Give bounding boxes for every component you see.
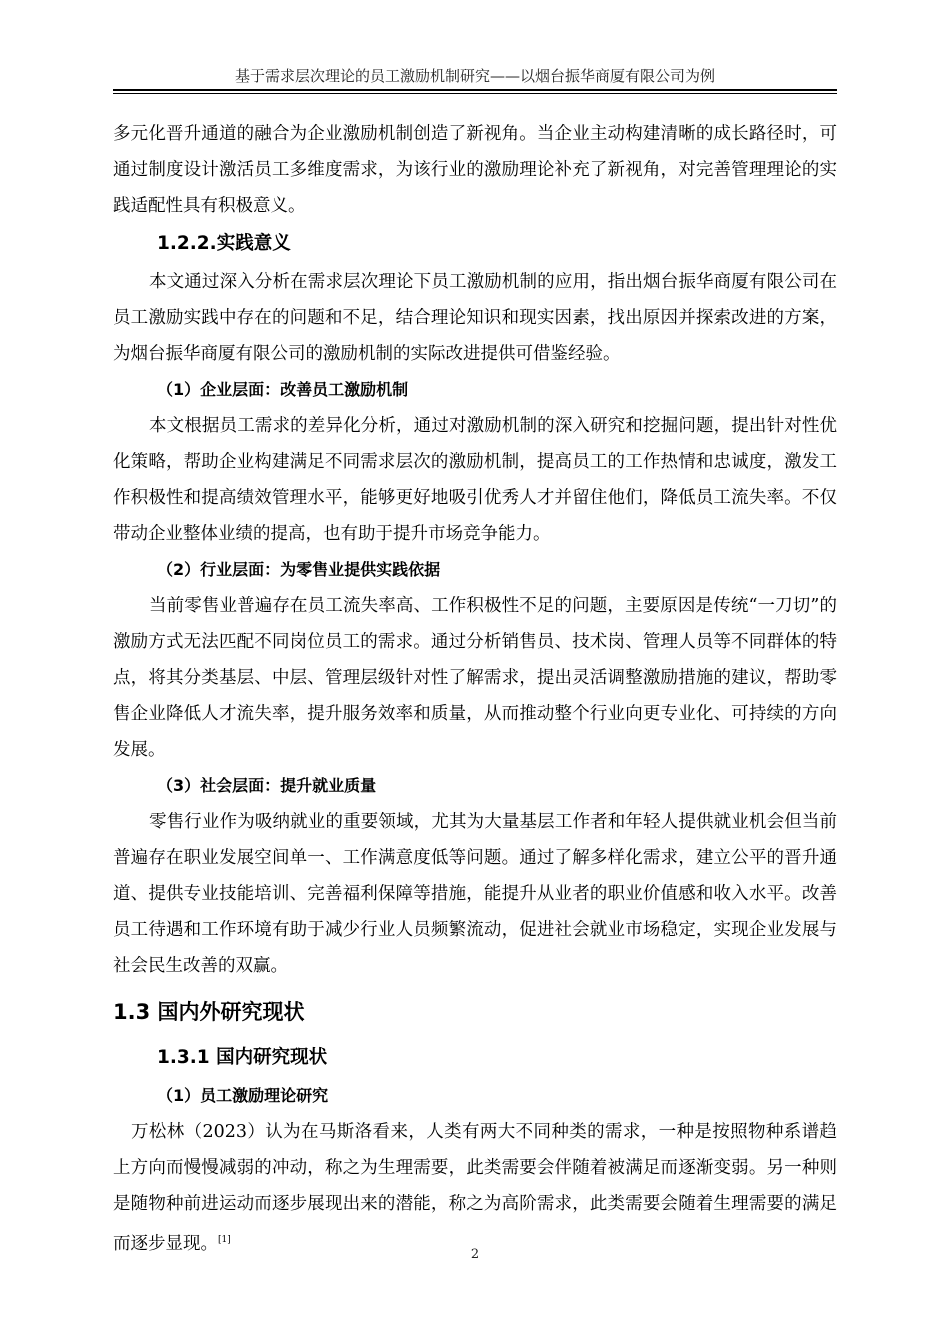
heading-1-2-2: 1.2.2.实践意义 [157, 233, 291, 254]
paragraph-society: 零售行业作为吸纳就业的重要领域，尤其为大量基层工作者和年轻人提供就业机会但当前普遍存在职业发展空间单一、工作满意度低等问题。通过了解多样化需求，建立公平的晋升通道、提供专业技能培训、完善福利保障等措施，能提升从业者的职业价值感和收入水平。改善员工待遇和工作环境有助于减少行业人员频繁流动，促进社会就业市场稳定，实现企业发展与社会民生改善的双赢。 [113, 812, 837, 976]
heading-1-3: 1.3 国内外研究现状 [113, 1000, 305, 1024]
citation-ref[interactable]: [1] [218, 1235, 231, 1245]
paragraph-theory [113, 1114, 837, 1262]
page-number: 2 [470, 1247, 480, 1262]
header-rule-thin [113, 93, 837, 94]
document-body [113, 116, 837, 1262]
heading-enterprise-level: （1）企业层面：改善员工激励机制 [157, 380, 409, 399]
header-rule-thick [113, 89, 837, 91]
paragraph-theory-text: 万松林（2023）认为在马斯洛看来，人类有两大不同种类的需求，一种是按照物种系谱趋上方向而慢慢减弱的冲动，称之为生理需要，此类需要会伴随着被满足而逐渐变弱。另一种则是随物种前进运动而逐步展现出来的潜能，称之为高阶需求，此类需要会随着生理需要的满足而逐步显现。 [113, 1122, 837, 1254]
paragraph-industry: 当前零售业普遍存在员工流失率高、工作积极性不足的问题，主要原因是传统“一刀切”的激励方式无法匹配不同岗位员工的需求。通过分析销售员、技术岗、管理人员等不同群体的特点，将其分类基层、中层、管理层级针对性了解需求，提出灵活调整激励措施的建议，帮助零售企业降低人才流失率，提升服务效率和质量，从而推动整个行业向更专业化、可持续的方向发展。 [113, 596, 837, 760]
paragraph-intro: 多元化晋升通道的融合为企业激励机制创造了新视角。当企业主动构建清晰的成长路径时，可通过制度设计激活员工多维度需求，为该行业的激励理论补充了新视角，对完善管理理论的实践适配性具有积极意义。 [113, 124, 837, 216]
heading-industry-level: （2）行业层面：为零售业提供实践依据 [157, 560, 441, 579]
heading-incentive-theory: （1）员工激励理论研究 [157, 1086, 329, 1105]
heading-1-3-1: 1.3.1 国内研究现状 [157, 1047, 328, 1068]
running-header: 基于需求层次理论的员工激励机制研究——以烟台振华商厦有限公司为例 [234, 67, 715, 85]
heading-society-level: （3）社会层面：提升就业质量 [157, 776, 377, 795]
paragraph-enterprise: 本文根据员工需求的差异化分析，通过对激励机制的深入研究和挖掘问题，提出针对性优化策略，帮助企业构建满足不同需求层次的激励机制，提高员工的工作热情和忠诚度，激发工作积极性和提高绩效管理水平，能够更好地吸引优秀人才并留住他们，降低员工流失率。不仅带动企业整体业绩的提高，也有助于提升市场竞争能力。 [113, 416, 837, 544]
paragraph-practice: 本文通过深入分析在需求层次理论下员工激励机制的应用，指出烟台振华商厦有限公司在员工激励实践中存在的问题和不足，结合理论知识和现实因素，找出原因并探索改进的方案，为烟台振华商厦有限公司的激励机制的实际改进提供可借鉴经验。 [113, 272, 837, 364]
